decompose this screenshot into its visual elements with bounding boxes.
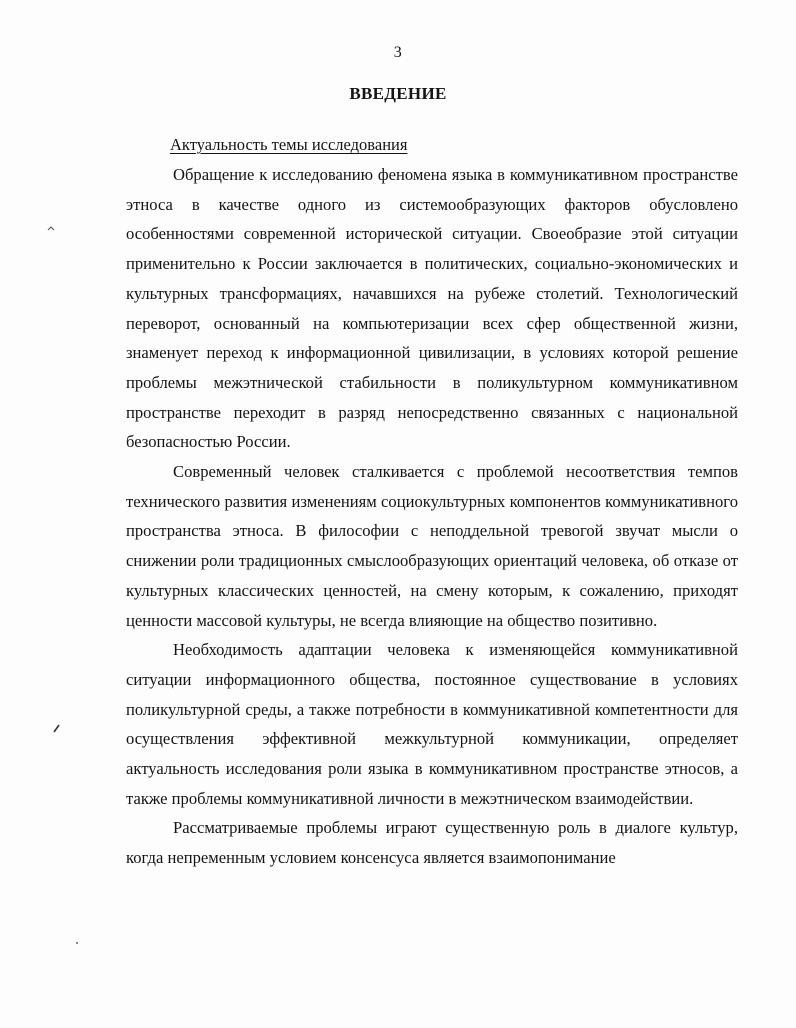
- body-text: [126, 160, 738, 873]
- page-number: 3: [393, 44, 403, 61]
- page-title: ВВЕДЕНИЕ: [349, 84, 447, 103]
- paragraph-3: Необходимость адаптации человека к изменяющейся коммуникативной ситуации информационного общества, постоянное существование в условиях поликультурной среды, а также потребности в коммуникативной компетентности для осуществления эффективной межкультурной коммуникации, определяет актуальность исследования роли языка в коммуникативном пространстве этносов, а также проблемы коммуникативной личности в межэтническом взаимодействии.: [126, 640, 738, 808]
- paragraph-4: Рассматриваемые проблемы играют существенную роль в диалоге культур, когда непременным условием консенсуса является взаимопонимание: [126, 818, 738, 868]
- scan-speck-mark: [52, 722, 62, 734]
- paragraph-1: Обращение к исследованию феномена языка в коммуникативном пространстве этноса в качестве одного из системообразующих факторов обусловлено особенностями современной исторической ситуации. Своеобразие этой ситуации применительно к России заключается в политических, социально-экономических и культурных трансформациях, начавшихся на рубеже столетий. Технологический переворот, основанный на компьютеризации всех сфер общественной жизни, знаменует переход к информационной цивилизации, в условиях которой решение проблемы межэтнической стабильности в поликультурном коммуникативном пространстве переходит в разряд непосредственно связанных с национальной безопасностью России.: [126, 165, 738, 452]
- scan-speck-mark: [46, 224, 56, 234]
- paragraph-2: Современный человек сталкивается с проблемой несоответствия темпов технического развития изменениям социокультурных компонентов коммуникативного пространства этноса. В философии с неподдельной тревогой звучат мысли о снижении роли традиционных смыслообразующих ориентаций человека, об отказе от культурных классических ценностей, на смену которым, к сожалению, приходят ценности массовой культуры, не всегда влияющие на общество позитивно.: [126, 462, 738, 630]
- section-subheading: Актуальность темы исследования: [170, 135, 408, 154]
- scan-speck-mark: [74, 940, 80, 946]
